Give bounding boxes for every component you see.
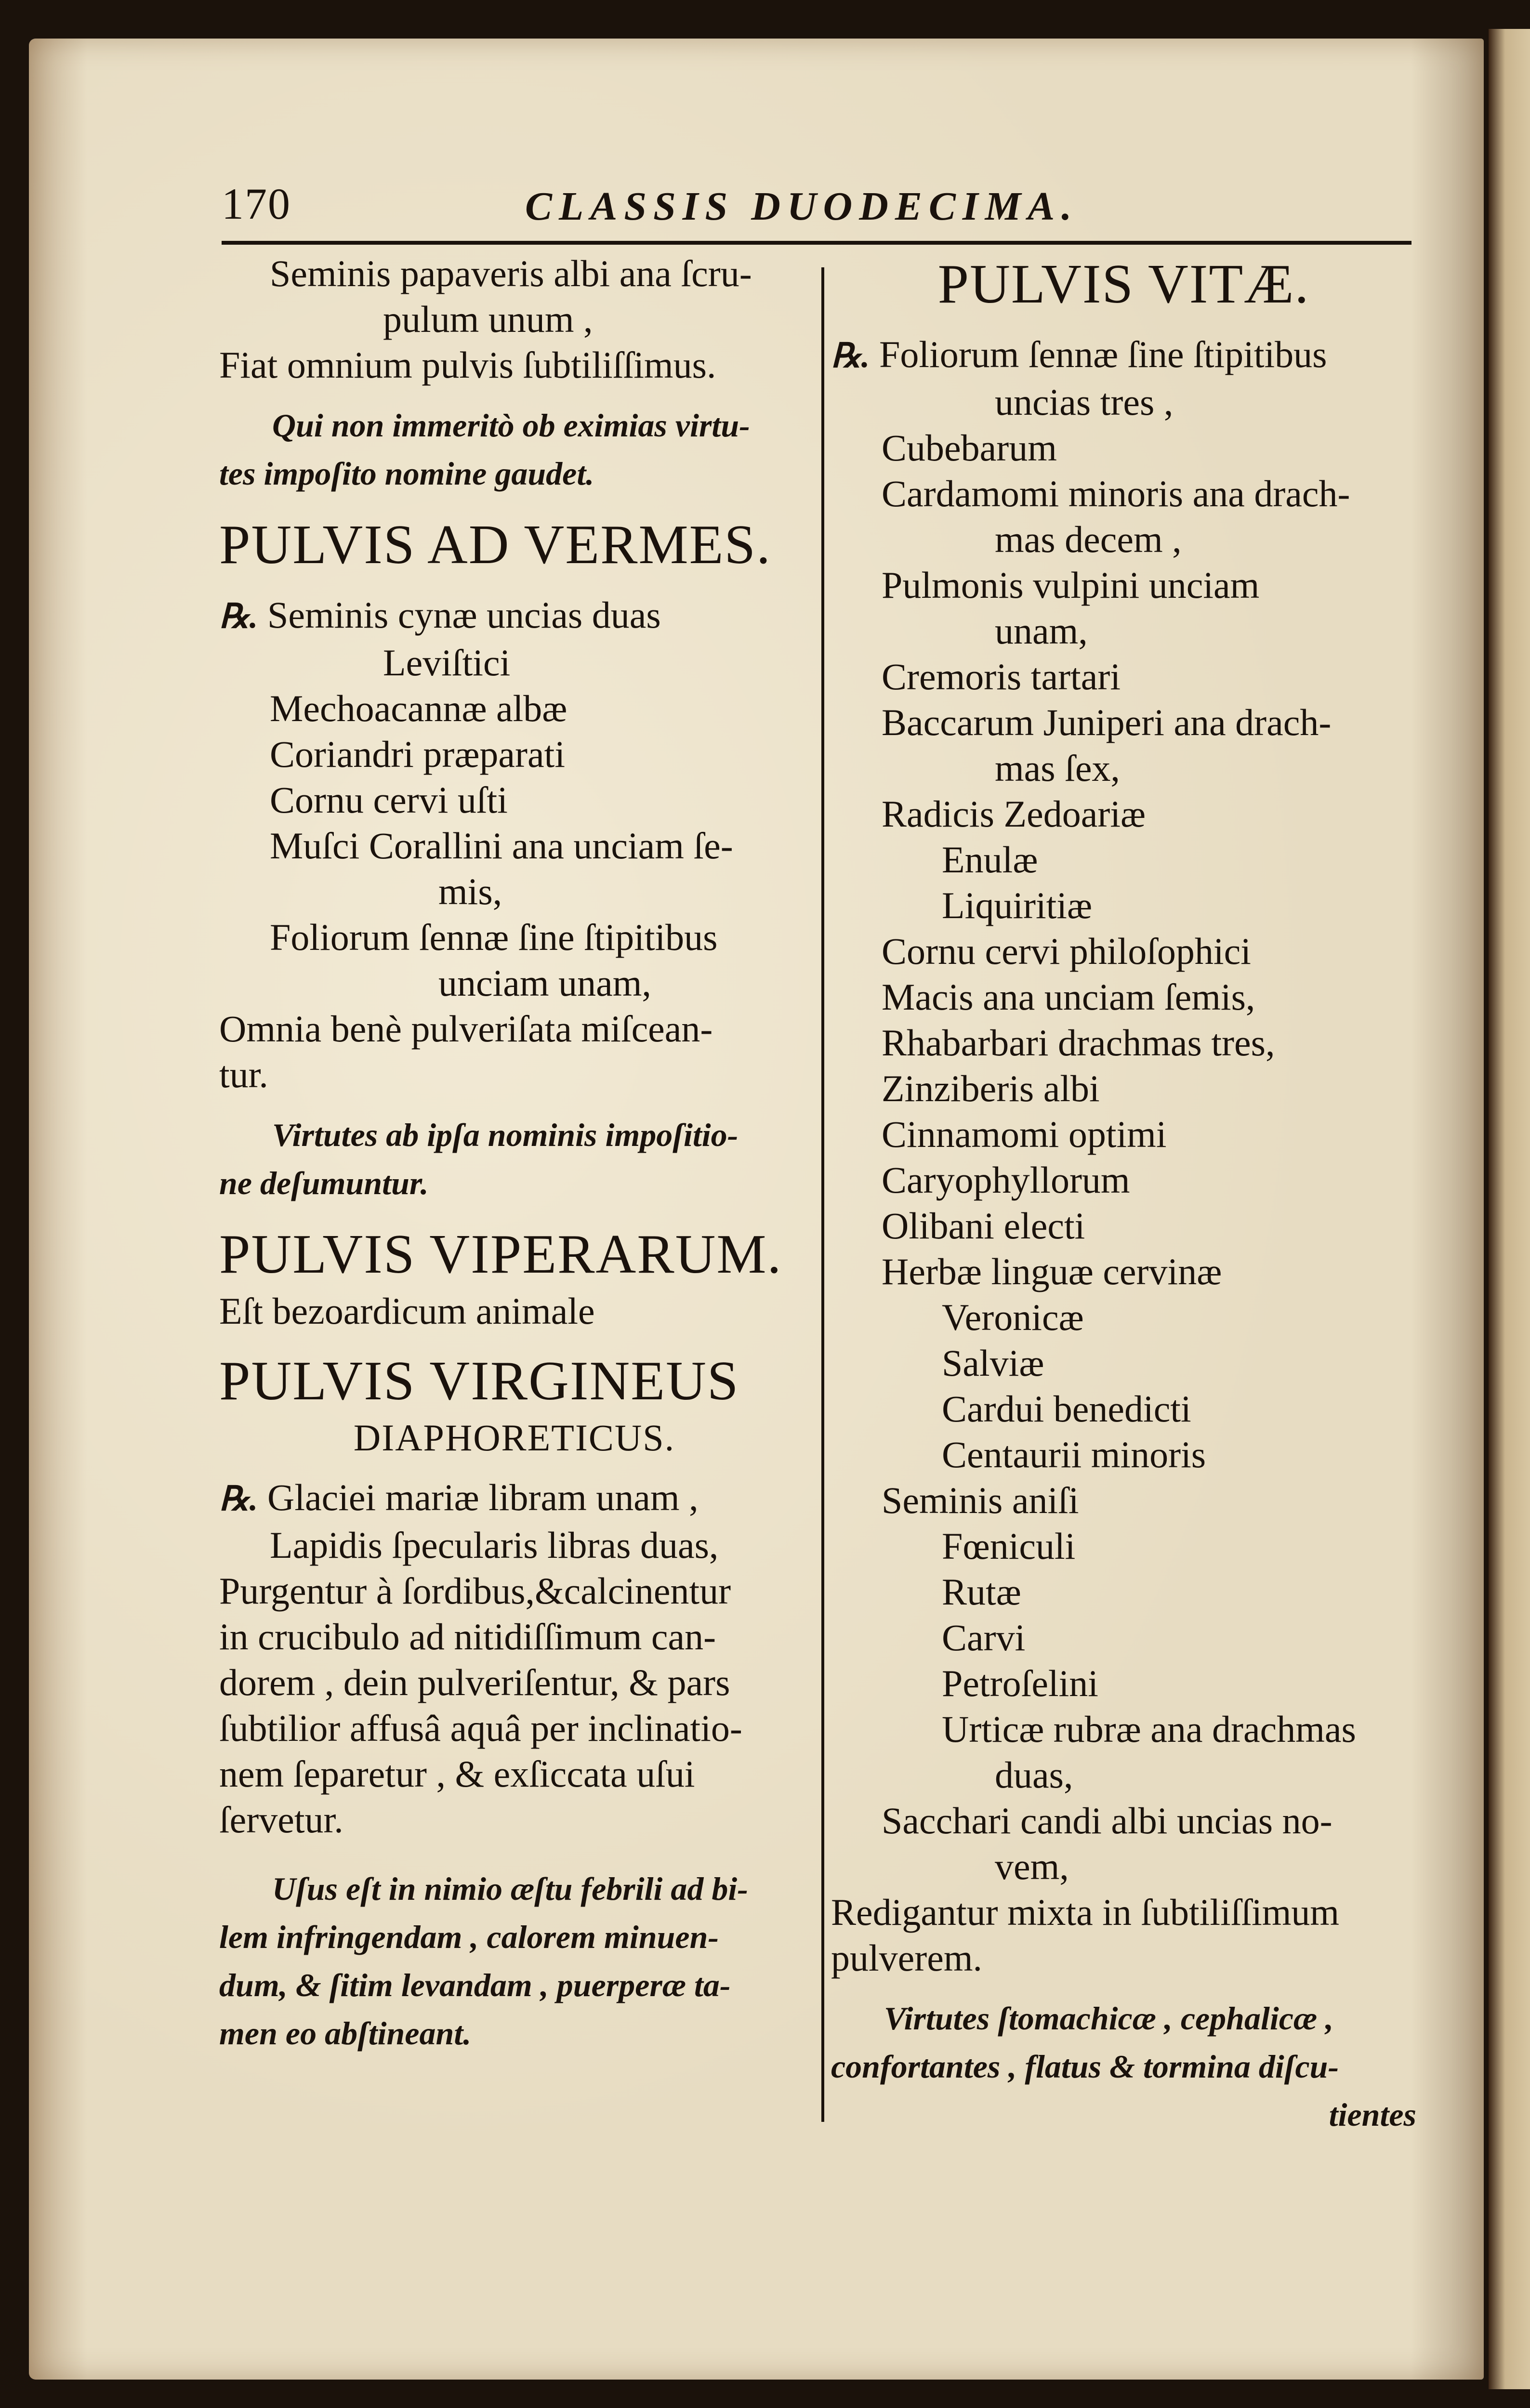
text-line: Foliorum ſennæ ſine ſtipitibus	[879, 333, 1327, 375]
note-line: dum, & ſitim levandam , puerperæ ta-	[219, 1967, 731, 2003]
text-line: dorem , dein pulveriſentur, & pars	[219, 1661, 730, 1703]
text-line: Pulmonis vulpini unciam	[882, 564, 1260, 606]
section-subtitle: DIAPHORETICUS.	[353, 1417, 675, 1459]
running-title: CLASSIS DUODECIMA.	[525, 184, 1079, 229]
text-line: Baccarum Juniperi ana drach-	[882, 701, 1332, 743]
page-number: 170	[222, 179, 291, 228]
text-line: Cubebarum	[882, 427, 1057, 469]
section-title-vitae: PULVIS VITÆ.	[937, 253, 1310, 315]
text-line: Purgentur à ſordibus,&calcinentur	[219, 1570, 731, 1612]
text-line: Redigantur mixta in ſubtiliſſimum	[831, 1891, 1340, 1933]
text-line: mas ſex,	[995, 747, 1120, 789]
text-line: Enulæ	[942, 839, 1038, 881]
text-line: Liquiritiæ	[942, 884, 1092, 926]
text-line: Herbæ linguæ cervinæ	[882, 1250, 1222, 1292]
text-line: pulum unum ,	[383, 298, 593, 340]
text-line: Fiat omnium pulvis ſubtiliſſimus.	[219, 344, 716, 386]
note-line: ne deſumuntur.	[219, 1165, 429, 1201]
text-line: Cinnamomi optimi	[882, 1113, 1167, 1155]
column-rule	[821, 267, 824, 2122]
note-line: Uſus eſt in nimio æſtu febrili ad bi-	[272, 1870, 748, 1907]
text-line: Centaurii minoris	[942, 1434, 1206, 1475]
text-line: Rhabarbari drachmas tres,	[882, 1022, 1275, 1064]
text-line: Omnia benè pulveriſata miſcean-	[219, 1008, 713, 1050]
text-line: Eſt bezoardicum animale	[219, 1290, 595, 1332]
left-column	[219, 250, 809, 2057]
text-line: mas decem ,	[995, 518, 1182, 560]
text-line: nem ſeparetur , & exſiccata uſui	[219, 1753, 695, 1795]
recipe-symbol: ℞.	[831, 338, 870, 375]
text-line: Fœniculi	[942, 1525, 1076, 1567]
section-title-virgineus: PULVIS VIRGINEUS	[219, 1350, 739, 1412]
text-line: vem,	[995, 1845, 1069, 1887]
text-line: pulverem.	[831, 1937, 983, 1979]
text-line: unam,	[995, 610, 1088, 652]
text-line: Macis ana unciam ſemis,	[882, 976, 1255, 1018]
note-line: lem infringendam , calorem minuen-	[219, 1919, 719, 1955]
note-line: Qui non immeritò ob eximias virtu-	[272, 407, 750, 444]
text-line: Seminis cynæ uncias duas	[267, 594, 661, 636]
right-column	[831, 250, 1416, 2139]
text-line: Leviſtici	[383, 642, 511, 684]
text-line: Carvi	[942, 1617, 1026, 1658]
text-line: Glaciei mariæ libram unam ,	[267, 1476, 699, 1518]
text-line: ſervetur.	[219, 1799, 343, 1841]
note-line: Virtutes ab ipſa nominis impoſitio-	[272, 1117, 739, 1153]
text-line: mis,	[438, 870, 502, 912]
text-line: tur.	[219, 1053, 268, 1095]
note-line: confortantes , flatus & tormina diſcu-	[831, 2048, 1339, 2085]
section-title-vermes: PULVIS AD VERMES.	[219, 514, 771, 576]
text-line: ſubtilior affusâ aquâ per inclinatio-	[219, 1707, 742, 1749]
text-line: Mechoacannæ albæ	[270, 687, 567, 729]
text-line: Caryophyllorum	[882, 1159, 1130, 1201]
text-line: Zinziberis albi	[882, 1067, 1100, 1109]
text-line: Cornu cervi uſti	[270, 779, 508, 821]
text-line: Coriandri præparati	[270, 733, 565, 775]
text-line: Petroſelini	[942, 1662, 1098, 1704]
text-line: Cardui benedicti	[942, 1388, 1191, 1430]
section-title-viperarum: PULVIS VIPERARUM.	[219, 1224, 782, 1285]
text-line: Radicis Zedoariæ	[882, 793, 1146, 835]
note-line: men eo abſtineant.	[219, 2015, 472, 2052]
text-line: Seminis aniſi	[882, 1479, 1079, 1521]
text-line: Muſci Corallini ana unciam ſe-	[270, 825, 733, 867]
note-line: tes impoſito nomine gaudet.	[219, 455, 594, 492]
text-line: Sacchari candi albi uncias no-	[882, 1800, 1332, 1842]
text-line: Cornu cervi philoſophici	[882, 930, 1251, 972]
text-line: Salviæ	[942, 1342, 1044, 1384]
note-line: tientes	[1329, 2096, 1416, 2133]
text-line: Seminis papaveris albi ana ſcru-	[270, 252, 752, 294]
recipe-symbol: ℞.	[219, 598, 258, 635]
note-line: Virtutes ſtomachicæ , cephalicæ ,	[884, 2000, 1334, 2037]
recipe-symbol: ℞.	[219, 1481, 258, 1518]
text-line: Urticæ rubræ ana drachmas	[942, 1708, 1356, 1750]
text-line: Veronicæ	[942, 1296, 1084, 1338]
text-line: Lapidis ſpecularis libras duas,	[270, 1524, 719, 1566]
text-line: Foliorum ſennæ ſine ſtipitibus	[270, 916, 718, 958]
text-line: Olibani electi	[882, 1205, 1085, 1247]
text-line: in crucibulo ad nitidiſſimum can-	[219, 1616, 716, 1658]
text-line: uncias tres ,	[995, 381, 1174, 423]
next-page-edge	[1489, 29, 1530, 2389]
header-rule	[222, 241, 1411, 245]
text-line: Rutæ	[942, 1571, 1021, 1613]
page-header	[222, 169, 1411, 241]
text-line: unciam unam,	[438, 962, 651, 1004]
text-line: Cardamomi minoris ana drach-	[882, 473, 1350, 514]
text-line: duas,	[995, 1754, 1073, 1796]
text-line: Cremoris tartari	[882, 656, 1121, 697]
